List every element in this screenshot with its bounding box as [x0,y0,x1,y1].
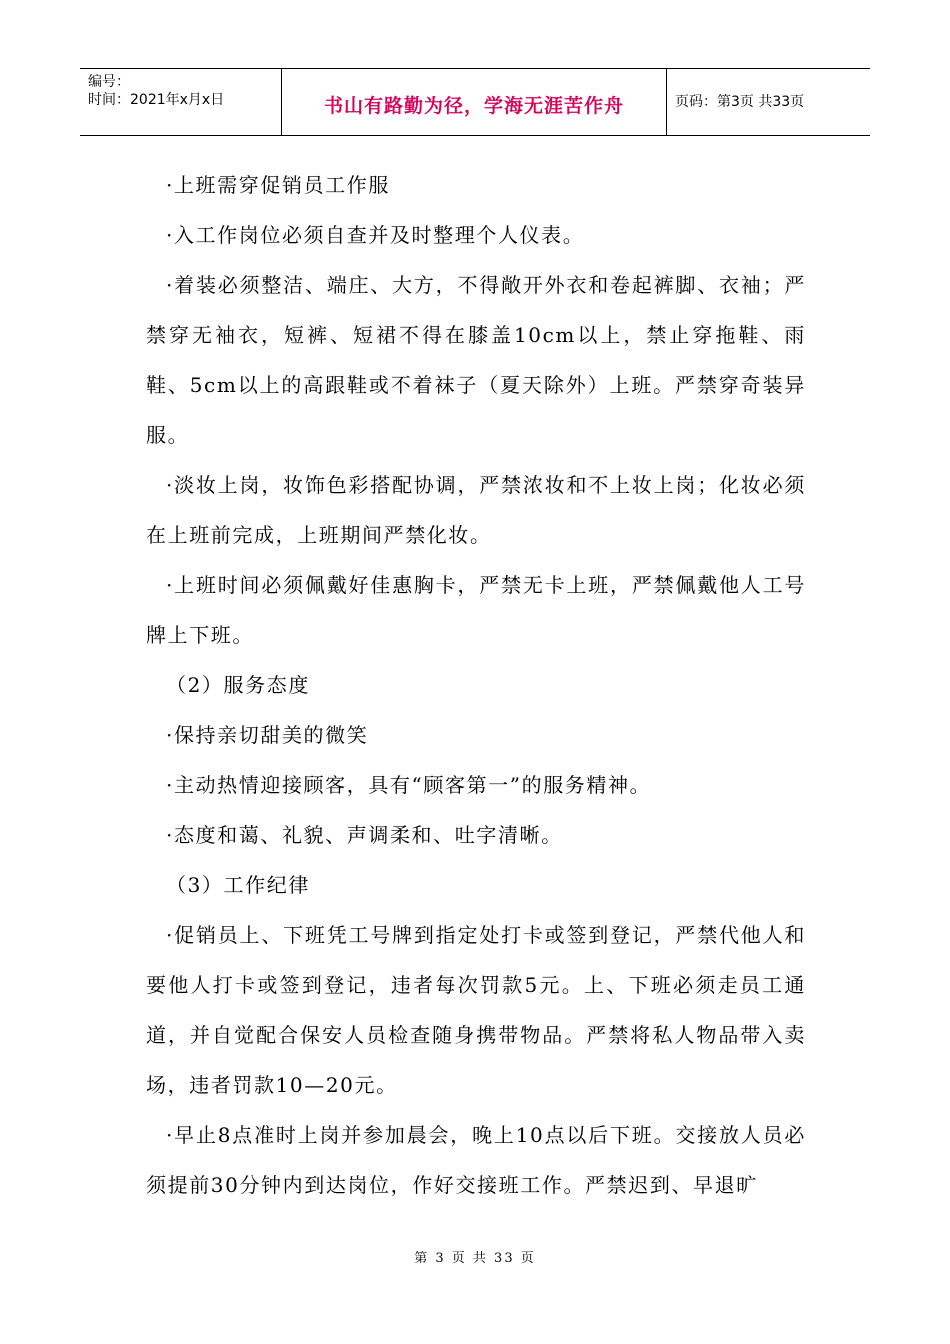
section-heading: （2）服务态度 [166,673,310,697]
document-body [146,160,806,1210]
paragraph: ·保持亲切甜美的微笑 [166,723,369,747]
document-number-label: 编号： [88,74,130,90]
paragraph: ·早止8点准时上岗并参加晨会，晚上10点以后下班。交接放人员必须提前30分钟内到达岗位，作好交接班工作。严禁迟到、早退旷 [146,1123,806,1197]
paragraph: ·入工作岗位必须自查并及时整理个人仪表。 [166,223,585,247]
paragraph: ·着装必须整洁、端庄、大方，不得敞开外衣和卷起裤脚、衣袖；严禁穿无袖衣，短裤、短裙不得在膝盖10cm以上，禁止穿拖鞋、雨鞋、5cm以上的高跟鞋或不着袜子（夏天除外）上班。严禁穿奇装异服。 [146,273,806,447]
header-motto: 书山有路勤为径，学海无涯苦作舟 [323,95,624,117]
paragraph: ·淡妆上岗，妆饰色彩搭配协调，严禁浓妆和不上妆上岗；化妆必须在上班前完成，上班期间严禁化妆。 [146,473,806,547]
paragraph: ·主动热情迎接顾客，具有“顾客第一”的服务精神。 [166,773,652,797]
paragraph: ·上班需穿促销员工作服 [166,173,390,197]
header-page-info: 页码：第3页 共33页 [675,94,805,110]
paragraph: ·态度和蔼、礼貌、声调柔和、吐字清晰。 [166,823,563,847]
page-header [80,68,870,136]
document-date: 时间：2021年x月x日 [88,92,225,108]
header-meta [80,69,281,135]
paragraph: ·上班时间必须佩戴好佳惠胸卡，严禁无卡上班，严禁佩戴他人工号牌上下班。 [146,573,806,647]
paragraph: ·促销员上、下班凭工号牌到指定处打卡或签到登记，严禁代他人和要他人打卡或签到登记，违者每次罚款5元。上、下班必须走员工通道，并自觉配合保安人员检查随身携带物品。严禁将私人物品带入卖场，违者罚款10—20元。 [146,923,806,1097]
page-footer: 第 3 页 共 33 页 [414,1251,536,1266]
section-heading: （3）工作纪律 [166,873,310,897]
header-motto-cell [281,69,667,135]
